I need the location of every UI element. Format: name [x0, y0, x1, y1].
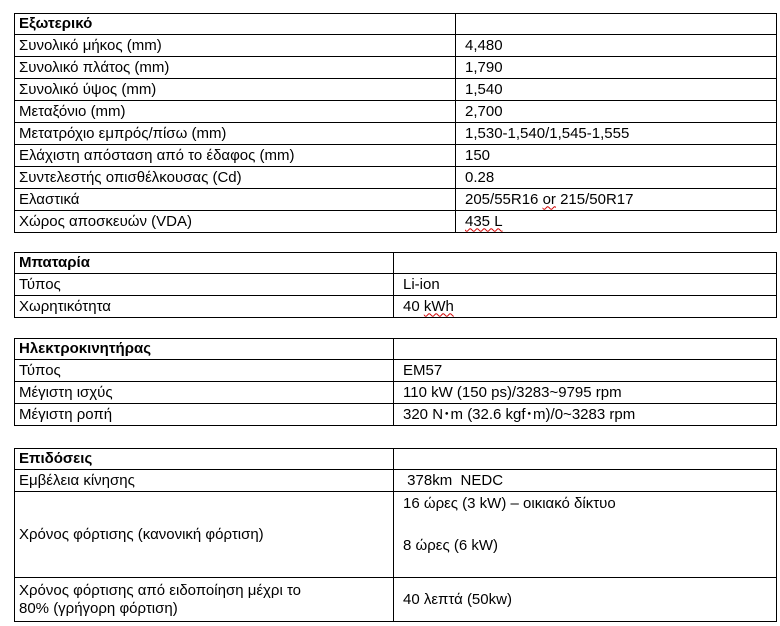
- row-label: Συντελεστής οπισθέλκουσας (Cd): [15, 167, 456, 189]
- row-value: 0.28: [456, 167, 777, 189]
- row-value: [394, 296, 777, 318]
- row-label: [15, 578, 394, 622]
- row-value: 378km NEDC: [394, 470, 777, 492]
- table-row: [15, 274, 777, 296]
- row-value: [394, 492, 777, 578]
- row-value: 4,480: [456, 35, 777, 57]
- battery-title: Μπαταρία: [15, 253, 394, 274]
- row-value: 1,530-1,540/1,545-1,555: [456, 123, 777, 145]
- tire-or: or: [542, 190, 556, 208]
- table-row: [15, 296, 777, 318]
- table-row: [15, 360, 777, 382]
- row-label: Συνολικό μήκος (mm): [15, 35, 456, 57]
- tire-size-16: 205/55R16: [465, 190, 543, 208]
- row-value: Li-ion: [394, 274, 777, 296]
- motor-table: [14, 338, 777, 426]
- row-label: Εμβέλεια κίνησης: [15, 470, 394, 492]
- row-label: Μετατρόχιο εμπρός/πίσω (mm): [15, 123, 456, 145]
- row-label: Μέγιστη ροπή: [15, 404, 394, 426]
- row-value: [456, 211, 777, 233]
- table-row: [15, 57, 777, 79]
- performance-title: Επιδόσεις: [15, 449, 394, 470]
- row-value: 320 N･m (32.6 kgf･m)/0~3283 rpm: [394, 404, 777, 426]
- row-label: Χωρητικότητα: [15, 296, 394, 318]
- charge-line-home: 16 ώρες (3 kW) – οικιακό δίκτυο: [403, 495, 616, 512]
- row-value: 40 λεπτά (50kw): [394, 578, 777, 622]
- row-value: EM57: [394, 360, 777, 382]
- table-row: [15, 382, 777, 404]
- table-header-row: [15, 449, 777, 470]
- row-label: Τύπος: [15, 360, 394, 382]
- table-row: [15, 211, 777, 233]
- row-label: Μέγιστη ισχύς: [15, 382, 394, 404]
- row-label: Χρόνος φόρτισης (κανονική φόρτιση): [15, 492, 394, 578]
- table-row: [15, 79, 777, 101]
- row-label: Ελάχιστη απόσταση από το έδαφος (mm): [15, 145, 456, 167]
- table-row: [15, 404, 777, 426]
- capacity-unit: kWh: [423, 297, 454, 315]
- table-row: [15, 578, 777, 622]
- capacity-number: 40: [403, 297, 424, 315]
- motor-title: Ηλεκτροκινητήρας: [15, 339, 394, 360]
- row-label: Συνολικό πλάτος (mm): [15, 57, 456, 79]
- row-label: Συνολικό ύψος (mm): [15, 79, 456, 101]
- table-row: [15, 123, 777, 145]
- table-row: [15, 470, 777, 492]
- row-label: Τύπος: [15, 274, 394, 296]
- row-value: 110 kW (150 ps)/3283~9795 rpm: [394, 382, 777, 404]
- fast-charge-label-line1: Χρόνος φόρτισης από ειδοποίηση μέχρι το: [19, 581, 302, 599]
- table-header-row: [15, 339, 777, 360]
- charge-line-wallbox: 8 ώρες (6 kW): [403, 537, 498, 554]
- table-row: [15, 167, 777, 189]
- trunk-value: 435 L: [465, 212, 503, 230]
- table-header-row: [15, 253, 777, 274]
- exterior-table: [14, 13, 777, 233]
- performance-table: [14, 448, 777, 622]
- table-row: [15, 145, 777, 167]
- row-value: 1,540: [456, 79, 777, 101]
- battery-table: [14, 252, 777, 318]
- table-row: [15, 35, 777, 57]
- row-value: 1,790: [456, 57, 777, 79]
- fast-charge-label-line2: 80% (γρήγορη φόρτιση): [19, 599, 178, 617]
- table-row: [15, 101, 777, 123]
- table-row: [15, 189, 777, 211]
- row-value: 2,700: [456, 101, 777, 123]
- table-row: [15, 492, 777, 578]
- table-header-row: [15, 14, 777, 35]
- row-value: 150: [456, 145, 777, 167]
- row-label: Ελαστικά: [15, 189, 456, 211]
- row-label: Μεταξόνιο (mm): [15, 101, 456, 123]
- row-value: [456, 189, 777, 211]
- exterior-title: Εξωτερικό: [15, 14, 456, 35]
- row-label: Χώρος αποσκευών (VDA): [15, 211, 456, 233]
- tire-size-17: 215/50R17: [555, 190, 634, 208]
